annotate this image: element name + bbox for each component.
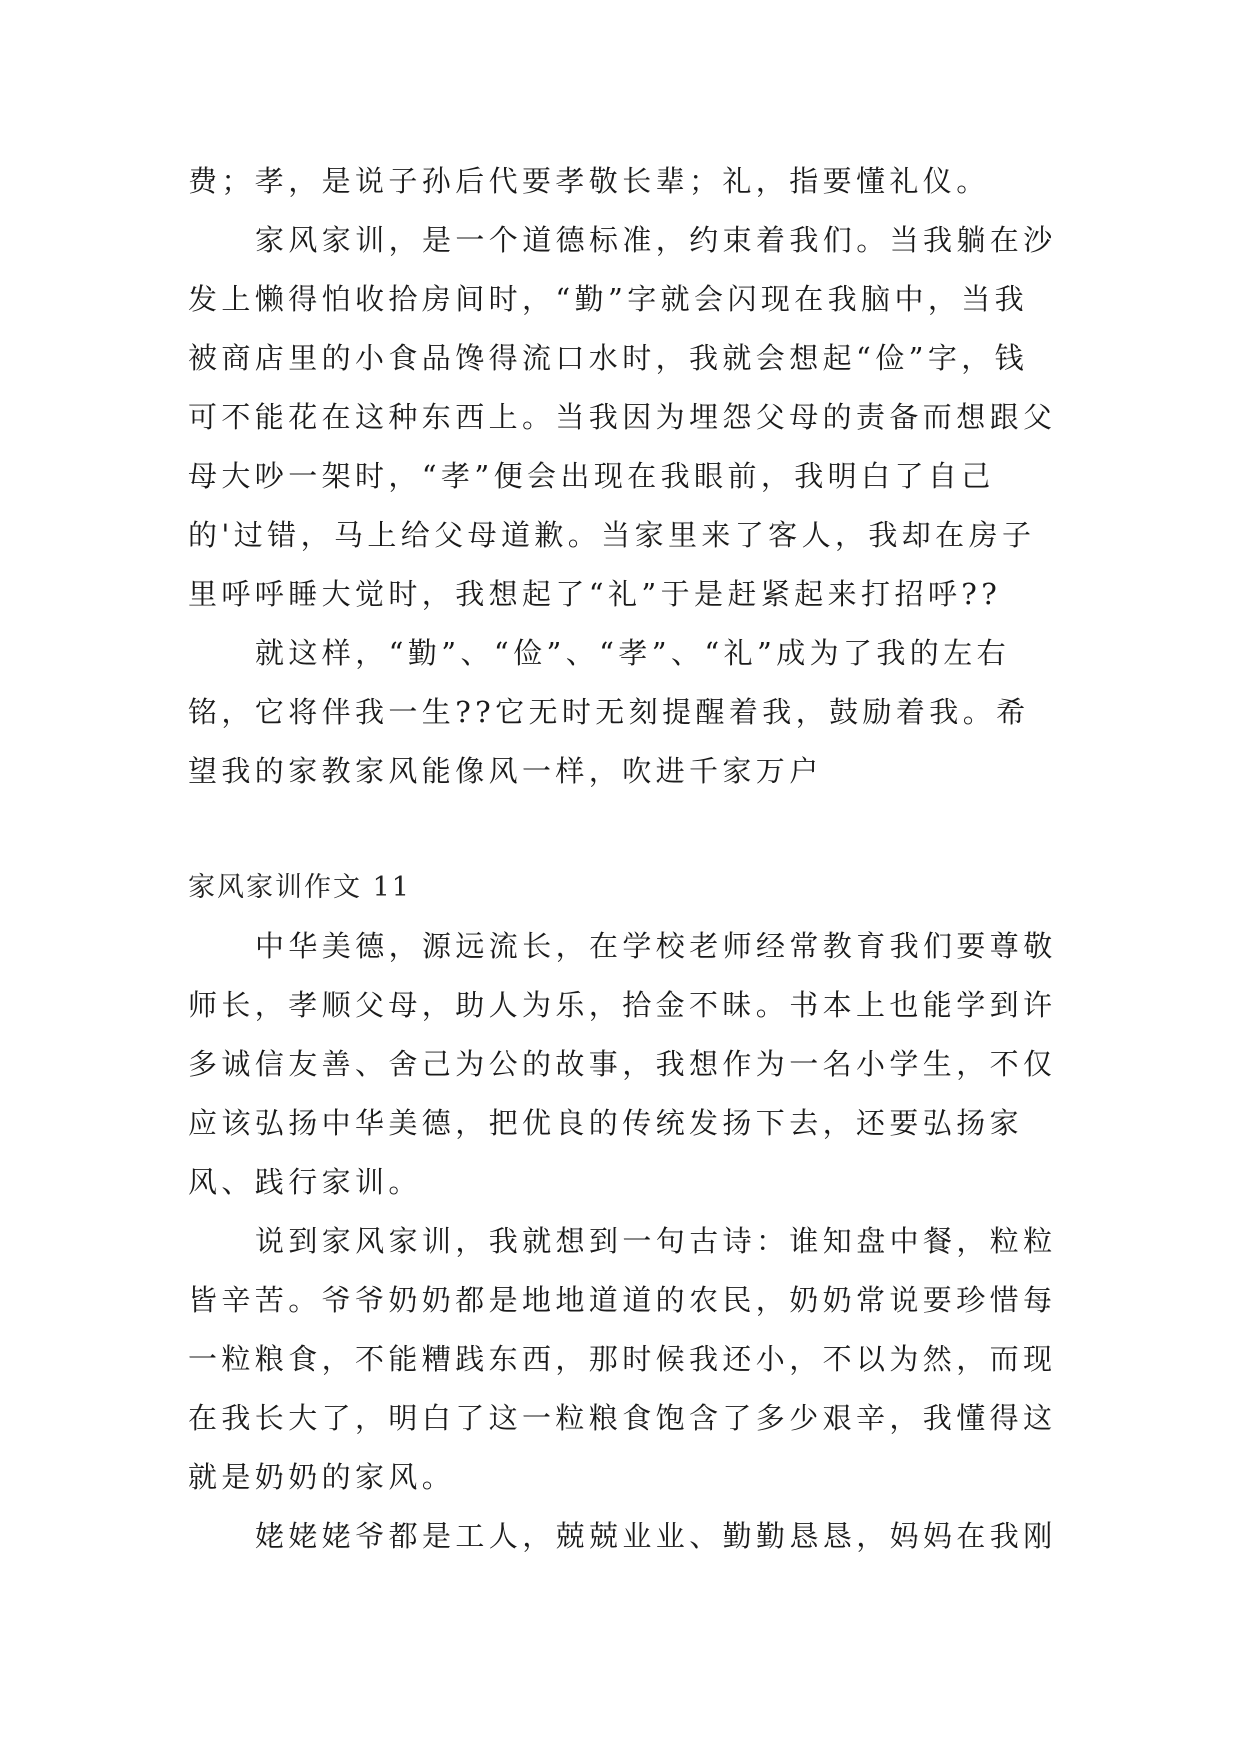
paragraph: 姥姥姥爷都是工人，兢兢业业、勤勤恳恳，妈妈在我刚 <box>255 1519 1057 1553</box>
paragraph: 中华美德，源远流长，在学校老师经常教育我们要尊敬师长，孝顺父母，助人为乐，拾金不昧。书本上也能学到许多诚信友善、舍己为公的故事，我想作为一名小学生，不仅应该弘扬中华美德，把优良的传统发扬下去，还要弘扬家风、践行家训。 <box>188 929 1057 1199</box>
paragraph-continuation: 费；孝，是说子孙后代要孝敬长辈；礼，指要懂礼仪。 <box>188 164 990 198</box>
paragraph: 就这样，“勤”、“俭”、“孝”、“礼”成为了我的左右铭，它将伴我一生??它无时无刻提醒着我，鼓励着我。希望我的家教家风能像风一样，吹进千家万户 <box>188 636 1030 788</box>
document-body <box>188 152 1058 1566</box>
paragraph: 说到家风家训，我就想到一句古诗：谁知盘中餐，粒粒皆辛苦。爷爷奶奶都是地地道道的农民，奶奶常说要珍惜每一粒粮食，不能糟践东西，那时候我还小，不以为然，而现在我长大了，明白了这一粒粮食饱含了多少艰辛，我懂得这就是奶奶的家风。 <box>188 1224 1057 1494</box>
paragraph: 家风家训，是一个道德标准，约束着我们。当我躺在沙发上懒得怕收拾房间时，“勤”字就会闪现在我脑中，当我被商店里的小食品馋得流口水时，我就会想起“俭”字，钱可不能花在这种东西上。当我因为埋怨父母的责备而想跟父母大吵一架时，“孝”便会出现在我眼前，我明白了自己的'过错，马上给父母道歉。当家里来了客人，我却在房子里呼呼睡大觉时，我想起了“礼”于是赶紧起来打招呼?? <box>188 223 1057 611</box>
section-title: 家风家训作文 11 <box>188 872 411 903</box>
section-gap <box>188 801 1058 858</box>
